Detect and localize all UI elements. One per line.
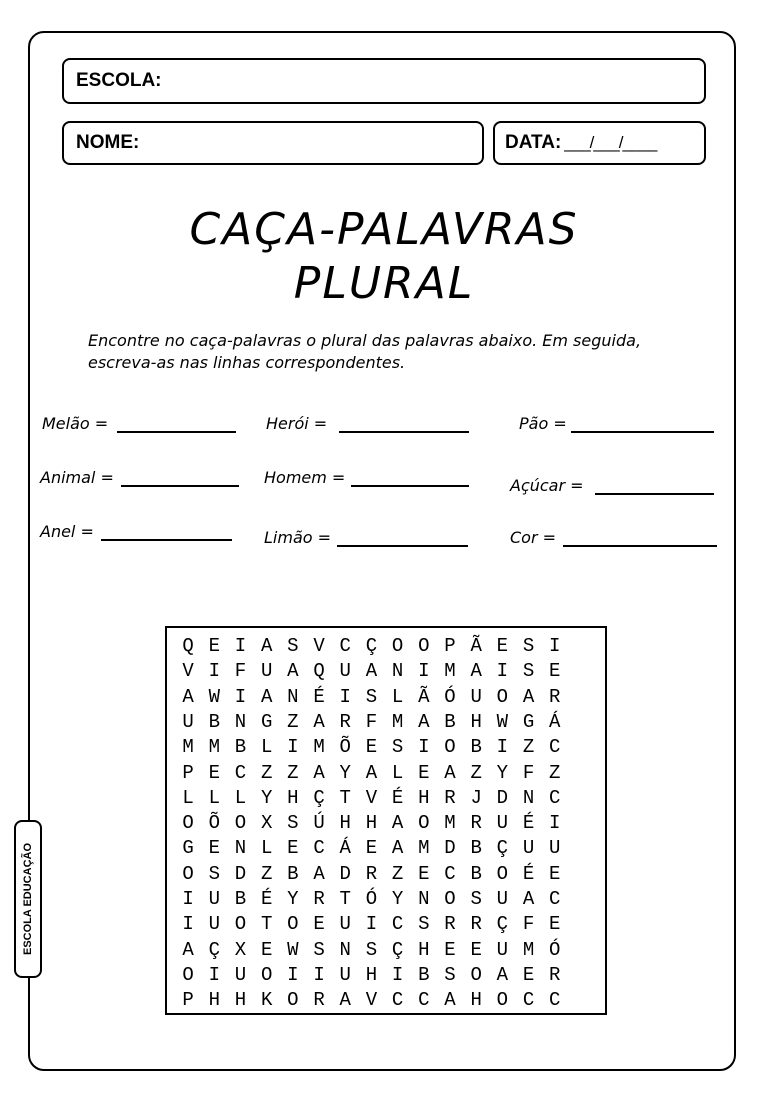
grid-cell[interactable]: Ç [496,837,509,860]
grid-cell[interactable]: E [365,736,378,759]
grid-cell[interactable]: Q [313,660,325,683]
grid-cell[interactable]: A [260,635,273,657]
grid-cell[interactable]: L [391,761,404,784]
answer-line-melao[interactable] [117,431,236,433]
grid-cell[interactable]: A [470,660,482,683]
grid-cell[interactable]: E [549,660,561,683]
grid-cell[interactable]: E [365,837,378,860]
grid-cell[interactable]: Ç [391,938,404,961]
word-label-acucar: Açúcar = [510,476,584,495]
grid-cell[interactable]: A [313,761,325,784]
grid-cell[interactable]: M [313,736,325,759]
answer-line-heroi[interactable] [339,431,469,433]
grid-cell[interactable]: O [182,862,194,885]
grid-cell[interactable]: I [287,736,299,759]
grid-row [175,811,568,835]
instructions-line-2: escreva-as nas linhas correspondentes. [88,353,406,372]
grid-cell[interactable]: A [418,710,430,733]
grid-cell[interactable]: S [287,635,299,657]
grid-cell[interactable]: O [496,685,509,708]
grid-cell[interactable]: N [391,660,404,683]
grid-cell[interactable]: K [260,989,273,1012]
grid-cell[interactable]: P [182,761,194,784]
grid-cell[interactable]: U [522,837,535,860]
grid-cell[interactable]: Õ [339,736,351,759]
grid-cell[interactable]: A [339,989,351,1012]
grid-cell[interactable]: Y [260,786,273,809]
grid-cell[interactable]: Y [391,888,404,910]
grid-cell[interactable]: A [287,660,299,683]
grid-cell[interactable]: E [444,938,456,961]
word-label-cor: Cor = [510,528,557,547]
grid-cell[interactable]: E [208,837,220,860]
escola-label: ESCOLA: [76,70,162,91]
grid-cell[interactable]: D [444,837,456,860]
grid-cell[interactable]: A [365,761,378,784]
grid-cell[interactable]: Y [287,888,299,910]
grid-cell[interactable]: F [522,761,535,784]
grid-row [175,634,568,658]
grid-cell[interactable]: L [260,837,273,860]
grid-row [175,988,568,1012]
grid-cell[interactable]: Z [287,710,299,733]
grid-cell[interactable]: I [313,963,325,986]
grid-cell[interactable]: V [365,786,378,809]
sidebar-tab [14,820,42,978]
grid-cell[interactable]: Ó [444,685,456,708]
grid-cell[interactable]: H [208,989,220,1012]
grid-cell[interactable]: T [260,913,273,936]
grid-cell[interactable]: M [391,710,404,733]
grid-cell[interactable]: B [470,862,482,885]
page-title-line-2: PLURAL [293,258,475,309]
data-label: DATA: [505,132,562,153]
grid-cell[interactable]: Z [549,761,561,784]
grid-cell[interactable]: R [470,913,482,936]
grid-cell[interactable]: A [444,761,456,784]
grid-cell[interactable]: G [260,710,273,733]
answer-line-acucar[interactable] [595,493,714,495]
grid-cell[interactable]: U [234,963,247,986]
grid-cell[interactable]: U [339,660,351,683]
grid-cell[interactable]: H [470,710,482,733]
word-label-melao: Melão = [42,414,109,433]
grid-cell[interactable]: S [287,812,299,835]
grid-cell[interactable]: A [522,685,535,708]
grid-cell[interactable]: E [260,938,273,961]
escola-field[interactable] [62,58,706,104]
grid-cell[interactable]: A [444,989,456,1012]
grid-cell[interactable]: A [313,710,325,733]
grid-cell[interactable]: A [391,812,404,835]
grid-cell[interactable]: Ó [549,938,561,961]
grid-cell[interactable]: A [182,938,194,961]
grid-cell[interactable]: L [391,685,404,708]
grid-cell[interactable]: M [182,736,194,759]
grid-cell[interactable]: Z [522,736,535,759]
grid-cell[interactable]: D [234,862,247,885]
grid-cell[interactable]: X [234,938,247,961]
grid-cell[interactable]: A [260,685,273,708]
grid-cell[interactable]: H [365,963,378,986]
grid-cell[interactable]: R [444,913,456,936]
grid-cell[interactable]: E [208,761,220,784]
grid-cell[interactable]: V [182,660,194,683]
grid-cell[interactable]: H [418,938,430,961]
grid-cell[interactable]: Á [339,837,351,860]
page-title-line-1: CAÇA-PALAVRAS [189,204,579,255]
grid-cell[interactable]: Z [391,862,404,885]
grid-cell[interactable]: S [522,635,535,657]
grid-cell[interactable]: M [444,660,456,683]
grid-cell[interactable]: Ç [313,786,325,809]
grid-row [175,659,568,683]
word-label-pao: Pão = [519,414,567,433]
grid-cell[interactable]: N [418,888,430,910]
grid-row [175,887,568,911]
grid-cell[interactable]: R [549,685,561,708]
grid-cell[interactable]: C [444,862,456,885]
grid-cell[interactable]: M [444,812,456,835]
grid-cell[interactable]: E [418,761,430,784]
grid-cell[interactable]: I [208,660,220,683]
grid-cell[interactable]: A [391,837,404,860]
grid-cell[interactable]: I [234,685,247,708]
grid-cell[interactable]: I [365,913,378,936]
grid-cell[interactable]: Z [287,761,299,784]
grid-cell[interactable]: I [496,736,509,759]
grid-cell[interactable]: E [470,938,482,961]
grid-cell[interactable]: C [391,913,404,936]
grid-cell[interactable]: I [339,685,351,708]
grid-cell[interactable]: B [418,963,430,986]
data-field[interactable] [493,121,706,165]
grid-cell[interactable]: L [182,786,194,809]
grid-cell[interactable]: B [234,888,247,910]
grid-cell[interactable]: Z [470,761,482,784]
word-label-limao: Limão = [264,528,332,547]
grid-cell[interactable]: M [208,736,220,759]
word-label-anel: Anel = [40,522,94,541]
grid-cell[interactable]: R [365,862,378,885]
grid-cell[interactable]: Ó [365,888,378,910]
grid-cell[interactable]: C [339,635,351,657]
answer-line-limao[interactable] [337,545,468,547]
grid-cell[interactable]: I [418,660,430,683]
grid-cell[interactable]: I [391,963,404,986]
grid-cell[interactable]: S [522,660,535,683]
data-blank: ___/___/____ [564,133,657,152]
grid-cell[interactable]: U [208,913,220,936]
grid-cell[interactable]: C [418,989,430,1012]
grid-cell[interactable]: U [339,963,351,986]
answer-line-cor[interactable] [563,545,717,547]
grid-cell[interactable]: T [339,786,351,809]
grid-cell[interactable]: S [313,938,325,961]
grid-cell[interactable]: W [287,938,299,961]
nome-label: NOME: [76,132,140,153]
grid-cell[interactable]: É [260,888,273,910]
grid-cell[interactable]: Ú [313,812,325,835]
grid-cell[interactable]: O [234,913,247,936]
grid-cell[interactable]: S [365,685,378,708]
grid-cell[interactable]: S [208,862,220,885]
grid-cell[interactable]: É [313,685,325,708]
grid-cell[interactable]: V [313,635,325,657]
grid-cell[interactable]: Ç [365,635,378,657]
grid-cell[interactable]: O [182,963,194,986]
grid-cell[interactable]: I [234,635,247,657]
grid-cell[interactable]: O [234,812,247,835]
grid-cell[interactable]: O [418,812,430,835]
grid-cell[interactable]: O [391,635,404,657]
grid-cell[interactable]: B [287,862,299,885]
grid-cell[interactable]: O [182,812,194,835]
grid-cell[interactable]: X [260,812,273,835]
grid-cell[interactable]: O [444,736,456,759]
grid-cell[interactable]: D [496,786,509,809]
grid-cell[interactable]: U [470,685,482,708]
word-label-homem: Homem = [264,468,346,487]
grid-cell[interactable]: C [522,989,535,1012]
grid-cell[interactable]: H [365,812,378,835]
grid-cell[interactable]: U [496,938,509,961]
grid-cell[interactable]: O [260,963,273,986]
grid-cell[interactable]: S [365,938,378,961]
grid-cell[interactable]: O [496,989,509,1012]
grid-cell[interactable]: Ã [418,685,430,708]
grid-cell[interactable]: E [549,913,561,936]
grid-cell[interactable]: A [365,660,378,683]
grid-cell[interactable]: I [182,888,194,910]
grid-cell[interactable]: N [522,786,535,809]
grid-cell[interactable]: O [444,888,456,910]
grid-cell[interactable]: C [313,837,325,860]
grid-row [175,963,568,987]
grid-cell[interactable]: M [522,938,535,961]
grid-cell[interactable]: U [549,837,561,860]
grid-cell[interactable]: E [549,862,561,885]
grid-cell[interactable]: B [470,837,482,860]
grid-cell[interactable]: Ç [496,913,509,936]
grid-cell[interactable]: C [234,761,247,784]
grid-cell[interactable]: C [549,989,561,1012]
grid-cell[interactable]: W [496,710,509,733]
grid-cell[interactable]: U [260,660,273,683]
word-search-grid [165,626,607,1015]
grid-cell[interactable]: C [549,736,561,759]
grid-cell[interactable]: L [208,786,220,809]
grid-cell[interactable]: H [234,989,247,1012]
grid-cell[interactable]: A [496,963,509,986]
instructions-line-1: Encontre no caça-palavras o plural das palavras abaixo. Em seguida, [88,331,642,350]
word-label-animal: Animal = [40,468,114,487]
grid-cell[interactable]: B [470,736,482,759]
grid-cell[interactable]: E [418,862,430,885]
grid-cell[interactable]: U [496,812,509,835]
grid-cell[interactable]: H [287,786,299,809]
grid-cell[interactable]: P [182,989,194,1012]
grid-cell[interactable]: B [208,710,220,733]
grid-cell[interactable]: Ç [208,938,220,961]
grid-cell[interactable]: G [522,710,535,733]
grid-cell[interactable]: R [313,888,325,910]
grid-cell[interactable]: I [208,963,220,986]
grid-cell[interactable]: F [522,913,535,936]
grid-cell[interactable]: J [470,786,482,809]
grid-cell[interactable]: I [287,963,299,986]
grid-cell[interactable]: S [444,963,456,986]
grid-cell[interactable]: V [365,989,378,1012]
grid-cell[interactable]: É [391,786,404,809]
grid-row [175,786,568,810]
grid-cell[interactable]: M [418,837,430,860]
grid-cell[interactable]: C [391,989,404,1012]
grid-cell[interactable]: U [496,888,509,910]
grid-cell[interactable]: E [287,837,299,860]
grid-row [175,710,568,734]
grid-cell[interactable]: É [522,862,535,885]
grid-row [175,761,568,785]
grid-row [175,938,568,962]
grid-cell[interactable]: H [470,989,482,1012]
grid-cell[interactable]: A [182,685,194,708]
sidebar-label: ESCOLA EDUCAÇÃO [22,842,35,956]
grid-cell[interactable]: G [182,837,194,860]
grid-cell[interactable]: H [339,812,351,835]
grid-cell[interactable]: E [522,963,535,986]
grid-cell[interactable]: I [418,736,430,759]
grid-cell[interactable]: Ã [470,635,482,657]
grid-cell[interactable]: Z [260,862,273,885]
grid-cell[interactable]: S [418,913,430,936]
grid-cell[interactable]: S [391,736,404,759]
grid-cell[interactable]: A [522,888,535,910]
grid-cell[interactable]: T [339,888,351,910]
grid-cell[interactable]: N [339,938,351,961]
grid-cell[interactable]: R [470,812,482,835]
grid-cell[interactable]: B [444,710,456,733]
grid-cell[interactable]: R [339,710,351,733]
grid-cell[interactable]: O [496,862,509,885]
grid-cell[interactable]: W [208,685,220,708]
nome-field[interactable] [62,121,484,165]
answer-line-animal[interactable] [121,485,239,487]
answer-line-homem[interactable] [351,485,469,487]
grid-cell[interactable]: I [549,635,561,657]
grid-cell[interactable]: I [549,812,561,835]
grid-cell[interactable]: Q [182,635,194,657]
grid-cell[interactable]: O [418,635,430,657]
grid-cell[interactable]: R [444,786,456,809]
grid-row [175,862,568,886]
grid-cell[interactable]: Y [339,761,351,784]
grid-cell[interactable]: L [234,786,247,809]
grid-cell[interactable]: N [234,837,247,860]
grid-cell[interactable]: É [522,812,535,835]
grid-cell[interactable]: Z [260,761,273,784]
grid-cell[interactable]: Á [549,710,561,733]
answer-line-anel[interactable] [101,539,232,541]
grid-cell[interactable]: Õ [208,812,220,835]
grid-row [175,912,568,936]
grid-cell[interactable]: F [365,710,378,733]
grid-cell[interactable]: N [287,685,299,708]
word-label-heroi: Herói = [266,414,328,433]
grid-cell[interactable]: C [549,786,561,809]
grid-cell[interactable]: E [313,913,325,936]
grid-cell[interactable]: B [234,736,247,759]
grid-cell[interactable]: O [470,963,482,986]
grid-row [175,836,568,860]
grid-cell[interactable]: O [287,989,299,1012]
grid-cell[interactable]: P [444,635,456,657]
grid-row [175,685,568,709]
answer-line-pao[interactable] [571,431,714,433]
grid-cell[interactable]: S [470,888,482,910]
grid-cell[interactable]: L [260,736,273,759]
instructions [88,330,713,374]
grid-cell[interactable]: R [313,989,325,1012]
grid-row [175,735,568,759]
grid-cell[interactable]: E [208,635,220,657]
grid-cell[interactable]: U [208,888,220,910]
grid-cell[interactable]: U [339,913,351,936]
grid-cell[interactable]: U [182,710,194,733]
grid-cell[interactable]: D [339,862,351,885]
grid-cell[interactable]: N [234,710,247,733]
grid-cell[interactable]: R [549,963,561,986]
grid-cell[interactable]: C [549,888,561,910]
grid-cell[interactable]: A [313,862,325,885]
grid-cell[interactable]: I [496,660,509,683]
grid-cell[interactable]: H [418,786,430,809]
grid-cell[interactable]: I [182,913,194,936]
grid-cell[interactable]: Y [496,761,509,784]
grid-cell[interactable]: F [234,660,247,683]
grid-cell[interactable]: O [287,913,299,936]
grid-cell[interactable]: E [496,635,509,657]
